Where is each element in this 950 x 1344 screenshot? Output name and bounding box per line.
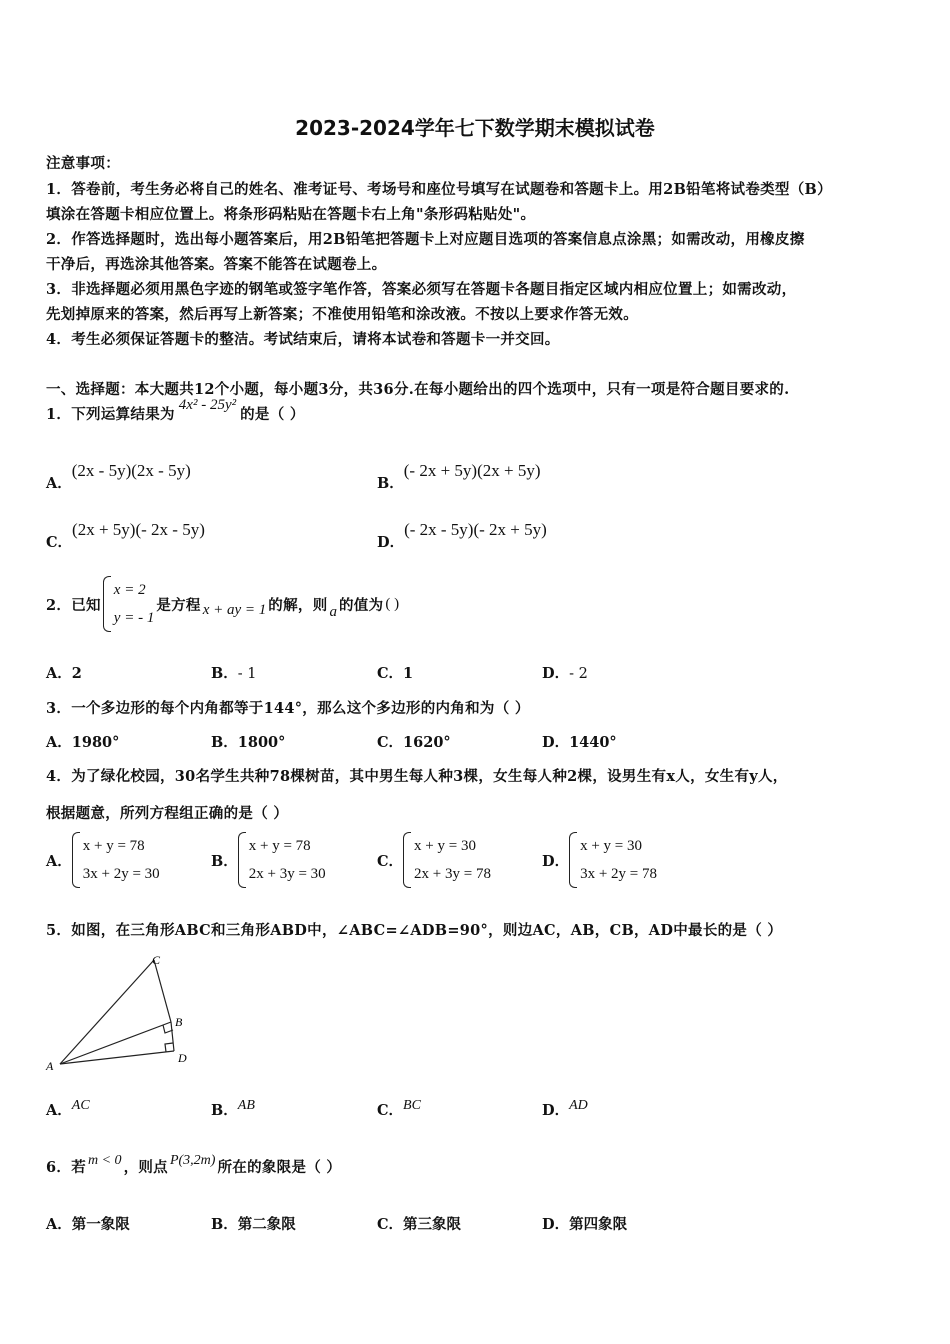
option-label: A．	[46, 852, 72, 870]
question-2-option-b[interactable]	[211, 662, 257, 683]
option-label: A．	[46, 734, 72, 751]
notice-line: 4．考生必须保证答题卡的整洁。考试结束后，请将本试卷和答题卡一并交回。	[46, 331, 560, 348]
question-5-option-a[interactable]	[46, 1093, 90, 1119]
option-value: - 2	[569, 666, 588, 682]
system-line: y = - 1	[113, 610, 155, 626]
question-2-suffix: 的值为	[339, 596, 384, 614]
option-label: C．	[46, 534, 73, 551]
option-label: D．	[542, 734, 570, 751]
question-4-line2: 根据题意，所列方程组正确的是（ ）	[46, 805, 289, 822]
option-label: A．	[46, 475, 72, 492]
option-label: B．	[211, 1216, 238, 1233]
option-value: 第一象限	[71, 1216, 130, 1233]
option-system	[238, 832, 326, 888]
segment-ac	[60, 960, 154, 1064]
notice-line: 2．作答选择题时，选出每小题答案后，用2B铅笔把答题卡上对应题目选项的答案信息点涂黑；如需改动，用橡皮擦	[46, 231, 805, 248]
option-label: D．	[542, 1216, 570, 1233]
brace	[103, 576, 111, 632]
segment-cb	[154, 960, 171, 1022]
option-label: A．	[46, 1216, 72, 1233]
system-line: x = 2	[113, 582, 146, 598]
question-4-option-c[interactable]	[377, 832, 491, 888]
section-heading: 一、选择题：本大题共12个小题，每小题3分，共36分.在每小题给出的四个选项中，只有一项是符合题目要求的.	[46, 381, 790, 398]
option-value: 1620°	[403, 734, 451, 751]
label-c: C	[152, 953, 161, 967]
question-2-variable: a	[329, 603, 337, 620]
option-label: D．	[542, 665, 570, 682]
question-6-suffix: 所在的象限是（ ）	[217, 1159, 342, 1176]
option-value: AC	[71, 1098, 90, 1113]
question-4-option-d[interactable]	[542, 832, 657, 888]
question-6-condition: m < 0	[88, 1152, 122, 1168]
question-1-option-c[interactable]	[46, 519, 205, 551]
option-value: (- 2x + 5y)(2x + 5y)	[403, 461, 541, 480]
notice-heading: 注意事项：	[46, 155, 120, 172]
brace	[238, 832, 246, 888]
question-2-option-c[interactable]	[377, 662, 413, 683]
label-b: B	[175, 1015, 183, 1029]
question-3-option-d[interactable]	[542, 731, 617, 752]
question-5-option-c[interactable]	[377, 1093, 421, 1119]
question-3-option-a[interactable]	[46, 731, 119, 752]
question-2-option-a[interactable]	[46, 662, 82, 683]
question-4-option-b[interactable]	[211, 832, 326, 888]
option-label: B．	[211, 734, 238, 751]
system-line: 2x + 3y = 78	[414, 866, 491, 882]
option-value: - 1	[237, 666, 257, 682]
option-label: D．	[542, 852, 570, 870]
question-2-mid: 是方程	[156, 596, 201, 614]
question-1-prefix: 1．下列运算结果为	[46, 406, 175, 423]
system-line: x + y = 30	[414, 838, 476, 854]
question-6-prefix: 6．若	[46, 1159, 86, 1176]
option-value: BC	[403, 1098, 421, 1113]
system-line: x + y = 30	[580, 838, 642, 854]
question-2-mid2: 的解，则	[268, 596, 328, 614]
system-line: 3x + 2y = 78	[580, 866, 657, 882]
question-6-option-a[interactable]	[46, 1213, 130, 1234]
question-1-option-a[interactable]	[46, 460, 191, 492]
option-value: 第三象限	[403, 1216, 462, 1233]
question-5-option-b[interactable]	[211, 1093, 255, 1119]
option-value: 第四象限	[569, 1216, 628, 1233]
question-2-equation: x + ay = 1	[202, 601, 267, 618]
question-1-option-b[interactable]	[377, 460, 541, 492]
brace	[403, 832, 411, 888]
question-3-option-b[interactable]	[211, 731, 285, 752]
question-1	[46, 397, 305, 424]
option-label: C．	[377, 665, 404, 682]
question-2-paren: ( )	[385, 595, 400, 612]
option-system	[403, 832, 491, 888]
option-value: 1440°	[569, 734, 617, 751]
option-label: D．	[542, 1102, 570, 1119]
question-1-option-d[interactable]	[377, 519, 547, 551]
option-value: AD	[569, 1098, 588, 1113]
question-1-suffix: 的是（ ）	[240, 406, 305, 423]
option-label: B．	[211, 1102, 238, 1119]
system-line: 3x + 2y = 30	[82, 866, 160, 882]
option-value: AB	[237, 1098, 255, 1113]
system-line: x + y = 78	[248, 838, 311, 854]
question-2-system	[103, 576, 155, 632]
option-value: 1980°	[71, 734, 120, 751]
notice-line: 填涂在答题卡相应位置上。将条形码粘贴在答题卡右上角"条形码粘贴处"。	[46, 206, 536, 223]
option-system	[72, 832, 160, 888]
option-system	[569, 832, 657, 888]
option-value: 2	[71, 665, 82, 682]
option-label: C．	[377, 852, 404, 870]
question-6-point: P(3,2m)	[169, 1152, 216, 1168]
question-5-option-d[interactable]	[542, 1093, 588, 1119]
question-6-option-d[interactable]	[542, 1213, 627, 1234]
option-label: A．	[46, 1102, 72, 1119]
page-title: 2023-2024学年七下数学期末模拟试卷	[295, 116, 655, 140]
option-value: 第二象限	[237, 1216, 296, 1233]
question-6-mid: ，则点	[123, 1159, 168, 1176]
question-2-prefix: 2．已知	[46, 596, 101, 614]
option-label: A．	[46, 665, 72, 682]
option-label: D．	[377, 534, 405, 551]
question-4-option-a[interactable]	[46, 832, 160, 888]
question-1-expression: 4x² - 25y²	[178, 397, 237, 413]
option-value: 1800°	[237, 734, 286, 751]
question-6-option-c[interactable]	[377, 1213, 461, 1234]
question-6	[46, 1152, 342, 1177]
notice-line: 干净后，再选涂其他答案。答案不能答在试题卷上。	[46, 256, 387, 273]
question-6-option-b[interactable]	[211, 1213, 296, 1234]
question-2	[46, 576, 399, 632]
system-line: 2x + 3y = 30	[248, 866, 326, 882]
option-label: C．	[377, 1216, 404, 1233]
option-value: (- 2x - 5y)(- 2x + 5y)	[404, 520, 547, 539]
option-value: 1	[403, 665, 414, 682]
system-line: x + y = 78	[82, 838, 145, 854]
notice-line: 1．答卷前，考生务必将自己的姓名、准考证号、考场号和座位号填写在试题卷和答题卡上。用2B铅笔将试卷类型（B）	[46, 181, 832, 198]
question-4-line1: 4．为了绿化校园，30名学生共种78棵树苗，其中男生每人种3棵，女生每人种2棵，设男生有x人，女生有y人，	[46, 768, 788, 785]
question-2-option-d[interactable]	[542, 662, 588, 683]
segment-bd	[171, 1022, 174, 1051]
question-3-option-c[interactable]	[377, 731, 451, 752]
label-a: A	[46, 1059, 54, 1073]
option-label: C．	[377, 734, 404, 751]
option-label: B．	[211, 852, 238, 870]
brace	[569, 832, 577, 888]
option-label: B．	[377, 475, 404, 492]
notice-line: 3．非选择题必须用黑色字迹的钢笔或签字笔作答，答案必须写在答题卡各题目指定区域内相应位置上；如需改动，	[46, 281, 797, 298]
option-label: C．	[377, 1102, 404, 1119]
question-3: 3．一个多边形的每个内角都等于144°，那么这个多边形的内角和为（ ）	[46, 700, 530, 717]
brace	[72, 832, 80, 888]
option-label: B．	[211, 665, 238, 682]
notice-line: 先划掉原来的答案，然后再写上新答案；不准使用铅笔和涂改液。不按以上要求作答无效。	[46, 306, 638, 323]
option-value: (2x + 5y)(- 2x - 5y)	[72, 520, 205, 539]
question-5: 5．如图，在三角形ABC和三角形ABD中，∠ABC=∠ADB=90°，则边AC，AB，CB，AD中最长的是（ ）	[46, 922, 783, 939]
label-d: D	[178, 1051, 187, 1065]
triangle-figure	[40, 950, 200, 1075]
option-value: (2x - 5y)(2x - 5y)	[71, 461, 191, 480]
